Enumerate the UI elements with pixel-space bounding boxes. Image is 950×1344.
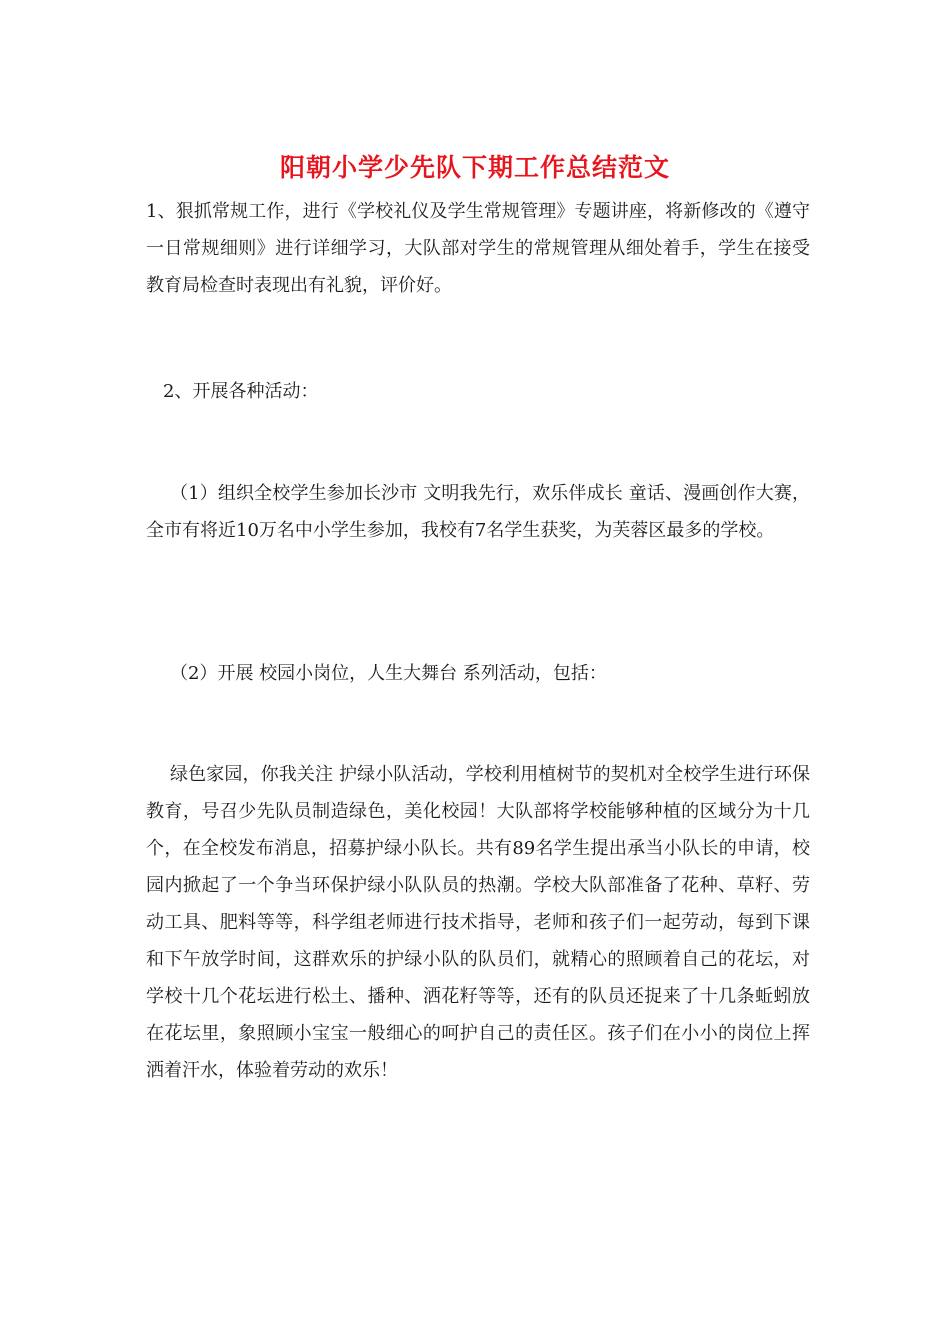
paragraph-routine-work: 1、狠抓常规工作，进行《学校礼仪及学生常规管理》专题讲座，将新修改的《遵守一日常规细则》进行详细学习，大队部对学生的常规管理从细处着手，学生在接受教育局检查时表现出有礼貌，评价好。 — [146, 201, 810, 296]
document-title: 阳朝小学少先队下期工作总结范文 — [279, 153, 670, 182]
paragraph-activities-heading: 2、开展各种活动： — [163, 381, 319, 402]
paragraph-campus-posts: （2）开展 校园小岗位，人生大舞台 系列活动，包括： — [170, 663, 607, 684]
paragraph-creative-contest: （1）组织全校学生参加长沙市 文明我先行，欢乐伴成长 童话、漫画创作大赛，全市有将近10万名中小学生参加，我校有7名学生获奖，为芙蓉区最多的学校。 — [146, 483, 810, 541]
paragraph-green-team: 绿色家园，你我关注 护绿小队活动，学校利用植树节的契机对全校学生进行环保教育，号召少先队员制造绿色，美化校园！大队部将学校能够种植的区域分为十几个，在全校发布消息，招募护绿小队长。共有89名学生提出承当小队长的申请，校园内掀起了一个争当环保护绿小队队员的热潮。学校大队部准备了花种、草籽、劳动工具、肥料等等，科学组老师进行技术指导，老师和孩子们一起劳动，每到下课和下午放学时间，这群欢乐的护绿小队的队员们，就精心的照顾着自己的花坛，对学校十几个花坛进行松土、播种、洒花籽等等，还有的队员还捉来了十几条蚯蚓放在花坛里，象照顾小宝宝一般细心的呵护自己的责任区。孩子们在小小的岗位上挥洒着汗水，体验着劳动的欢乐！ — [146, 764, 810, 1081]
